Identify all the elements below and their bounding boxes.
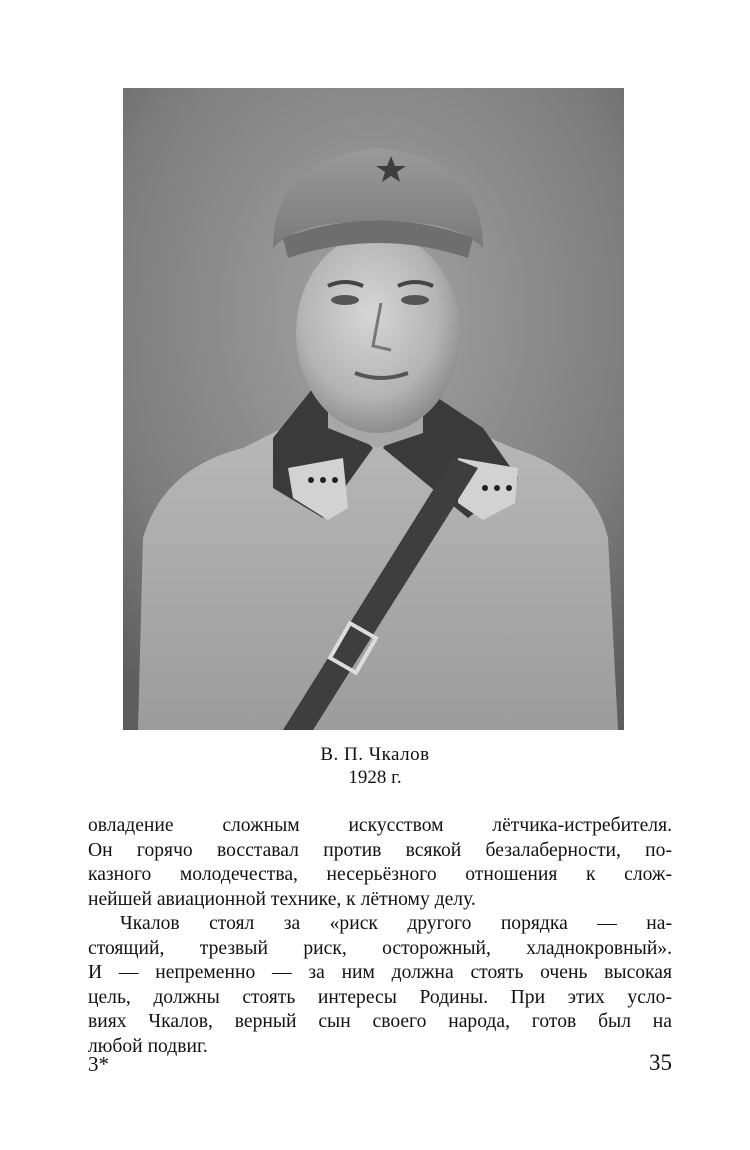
text-line: Чкалов стоял за «риск другого порядка — на- <box>120 913 672 934</box>
text-line: казного молодечества, несерьёзного отношения к слож- <box>88 864 672 885</box>
text-line: любой подвиг. <box>88 1035 208 1057</box>
text-line: стоящий, трезвый риск, осторожный, хладнокровный». <box>88 937 672 959</box>
text-line: цель, должны стоять интересы Родины. При этих усло- <box>88 986 672 1008</box>
text-line: Он горячо восставал против всякой безалаберности, по- <box>88 839 672 861</box>
figure-caption-year: 1928 г. <box>348 767 402 788</box>
text-line: нейшей авиационной технике, к лётному делу. <box>88 888 476 910</box>
body-paragraphs <box>88 814 672 1059</box>
page-number: 35 <box>649 1050 672 1075</box>
text-line: овладение сложным искусством лётчика-истребителя. <box>88 815 672 836</box>
text-line: И — непременно — за ним должна стоять очень высокая <box>88 962 672 983</box>
figure-caption-name: В. П. Чкалов <box>320 744 430 765</box>
text-line: виях Чкалов, верный сын своего народа, готов был на <box>88 1011 672 1032</box>
signature-mark: 3* <box>88 1052 109 1076</box>
portrait-photo <box>123 88 624 730</box>
